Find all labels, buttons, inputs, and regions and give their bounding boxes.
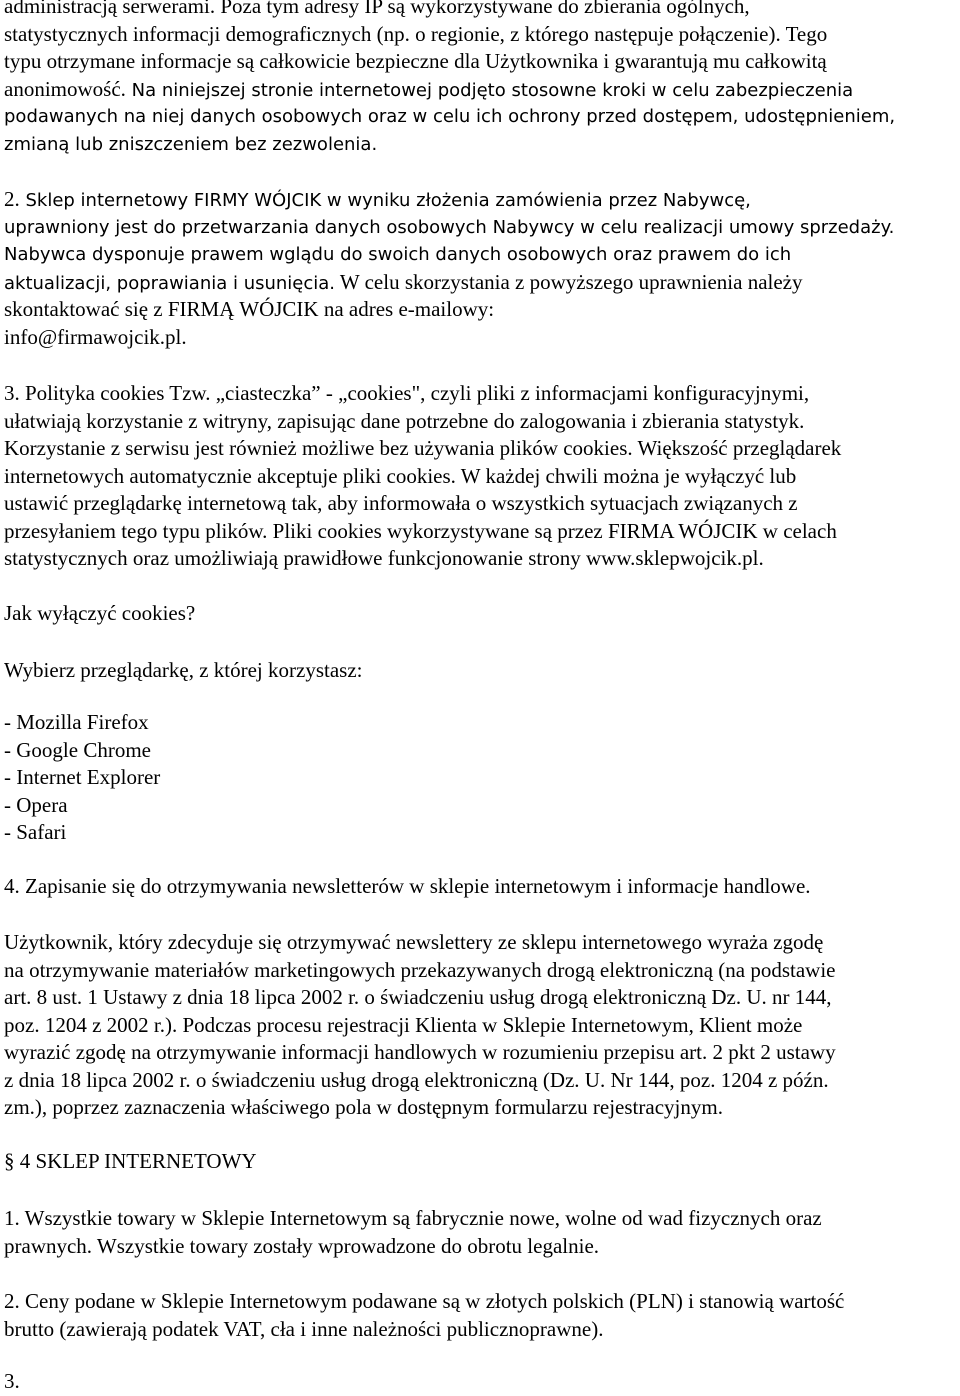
text-line: ustawić przeglądarkę internetową tak, aby informowała o wszystkich sytuacjach związanych z (4, 491, 798, 515)
list-item: - Google Chrome (4, 737, 151, 762)
text-line: wyrazić zgodę na otrzymywanie informacji handlowych w rozumieniu przepisu art. 2 pkt 2 ustawy (4, 1040, 836, 1064)
text-line: brutto (zawierają podatek VAT, cła i inne należności publicznoprawne). (4, 1316, 604, 1341)
text-line: ułatwiają korzystanie z witryny, zapisując dane potrzebne do zalogowania i zbierania statystyk. (4, 408, 805, 433)
list-item: - Safari (4, 820, 67, 844)
text-line: 4. Zapisanie się do otrzymywania newsletterów w sklepie internetowym i informacje handlowe. (4, 874, 811, 898)
text-line: typu otrzymane informacje są całkowicie bezpieczne dla Użytkownika i gwarantują mu całkowitą (4, 49, 827, 73)
text-line: Wybierz przeglądarkę, z której korzystasz: (4, 658, 363, 682)
shop-point-3 (4, 1368, 956, 1396)
browser-prompt (4, 657, 956, 685)
shop-point-2 (4, 1288, 956, 1343)
text-line: Użytkownik, który zdecyduje się otrzymywać newslettery ze sklepu internetowego wyraża zgodę (4, 930, 824, 954)
text-line: na otrzymywanie materiałów marketingowych przekazywanych drogą elektroniczną (na podstawie (4, 957, 836, 982)
text-line: prawnych. Wszystkie towary zostały wprowadzone do obrotu legalnie. (4, 1233, 600, 1258)
shop-section-title (4, 1148, 956, 1176)
cookies-policy-paragraph (4, 380, 956, 573)
text-line: zmianą lub zniszczeniem bez zezwolenia. (4, 133, 378, 155)
text-line: zm.), poprzez zaznaczenia właściwego pola w dostępnym formularzu rejestracyjnym. (4, 1095, 723, 1119)
text-line-mixed (4, 269, 956, 297)
text-line: info@firmawojcik.pl. (4, 324, 187, 349)
text-segment: anonimowość. (4, 76, 126, 101)
text-line: § 4 SKLEP INTERNETOWY (4, 1149, 257, 1173)
text-line: Nabywca dysponuje prawem wglądu do swoich danych osobowych oraz prawem do ich (4, 244, 792, 265)
text-segment: 2. (4, 187, 20, 211)
text-line: administracją serwerami. Poza tym adresy IP są wykorzystywane do zbierania ogólnych, (4, 0, 750, 18)
list-item: - Mozilla Firefox (4, 710, 149, 734)
text-line: 3. (4, 1369, 20, 1393)
text-line: statystycznych oraz umożliwiają prawidłowe funkcjonowanie strony www.sklepwojcik.pl. (4, 546, 764, 570)
newsletter-paragraph (4, 929, 956, 1122)
browser-list (4, 709, 956, 847)
text-line: podawanych na niej danych osobowych oraz w celu ich ochrony przed dostępem, udostępnieniem, (4, 106, 896, 127)
text-line: z dnia 18 lipca 2002 r. o świadczeniu usług drogą elektroniczną (Dz. U. Nr 144, poz. 1204 z późn. (4, 1067, 829, 1092)
text-line: przesyłaniem tego typu plików. Pliki cookies wykorzystywane są przez FIRMA WÓJCIK w celach (4, 518, 837, 543)
text-line: art. 8 ust. 1 Ustawy z dnia 18 lipca 2002 r. o świadczeniu usług drogą elektroniczną Dz. U. nr 144, (4, 985, 832, 1009)
section-2-paragraph (4, 186, 956, 351)
cookies-question (4, 600, 956, 628)
text-line: statystycznych informacji demograficznych (np. o regionie, z którego następuje połączenie). Tego (4, 21, 828, 46)
intro-paragraph (4, 0, 956, 158)
text-segment: Na niniejszej stronie internetowej podjęto stosowne kroki w celu zabezpieczenia (125, 79, 854, 101)
list-item: - Internet Explorer (4, 765, 161, 789)
text-line: internetowych automatycznie akceptuje pliki cookies. W każdej chwili można je wyłączyć lub (4, 463, 797, 488)
text-line: poz. 1204 z 2002 r.). Podczas procesu rejestracji Klienta w Sklepie Internetowym, Klient może (4, 1012, 803, 1037)
text-line: skontaktować się z FIRMĄ WÓJCIK na adres e-mailowy: (4, 297, 495, 321)
text-segment: W celu skorzystania z powyższego uprawnienia należy (335, 269, 803, 294)
section-4-title (4, 873, 956, 901)
text-line-mixed (4, 186, 956, 214)
text-line: Jak wyłączyć cookies? (4, 601, 196, 625)
text-segment: aktualizacji, poprawiania i usunięcia. (4, 272, 336, 294)
text-line: 2. Ceny podane w Sklepie Internetowym podawane są w złotych polskich (PLN) i stanowią wartość (4, 1289, 845, 1313)
text-line: 1. Wszystkie towary w Sklepie Internetowym są fabrycznie nowe, wolne od wad fizycznych oraz (4, 1206, 822, 1230)
text-segment: Sklep internetowy FIRMY WÓJCIK w wyniku złożenia zamówienia przez Nabywcę, (19, 190, 751, 211)
list-item: - Opera (4, 792, 68, 817)
text-line: 3. Polityka cookies Tzw. „ciasteczka” - „cookies", czyli pliki z informacjami konfiguracyjnymi, (4, 381, 810, 405)
text-line-mixed (4, 76, 956, 104)
text-line: uprawniony jest do przetwarzania danych osobowych Nabywcy w celu realizacji umowy sprzedaży. (4, 216, 895, 238)
shop-point-1 (4, 1205, 956, 1260)
text-line: Korzystanie z serwisu jest również możliwe bez używania plików cookies. Większość przeglądarek (4, 436, 842, 460)
